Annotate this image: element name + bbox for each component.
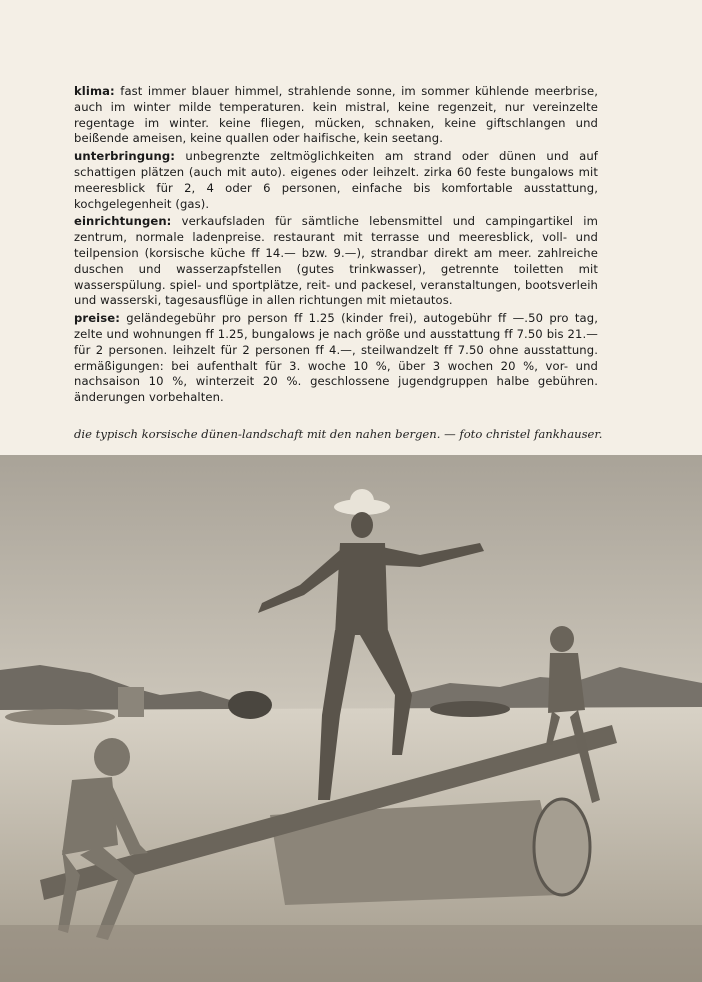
photo-dune-landscape	[0, 455, 702, 982]
section-heading: einrichtungen:	[74, 214, 172, 229]
hut	[118, 687, 144, 717]
photo-illustration	[0, 455, 702, 982]
section-heading: unterbringung:	[74, 149, 176, 164]
log-end	[534, 799, 590, 895]
section-unterbringung	[74, 149, 598, 212]
article-text	[74, 84, 598, 408]
section-body: geländegebühr pro person ff 1.25 (kinder frei), autogebühr ff —.50 pro tag, zelte und wohnungen ff 1.25, bungalows je nach größe und ausstattung ff 7.50 bis 21.— für 2 personen. leihzelt für 2 personen ff 4.—, steilwandzelt ff 7.50 ohne ausstattung. ermäßigungen: bei aufenthalt für 3. woche 10 %, über 3 wochen 20 %, vor- und nachsaison 10 %, winterzeit 20 %. geschlossene jugendgruppen halbe gebühren. änderungen vorbehalten.	[74, 311, 598, 405]
section-body: fast immer blauer himmel, strahlende sonne, im sommer kühlende meerbrise, auch im winter milde temperaturen. kein mistral, keine regenzeit, nur vereinzelte regentage im winter. keine fliegen, mücken, schnaken, keine giftschlangen und beißende ameisen, keine quallen oder haifische, kein seetang.	[74, 84, 598, 146]
shrub	[228, 691, 272, 719]
section-klima	[74, 84, 598, 147]
shrub	[430, 701, 510, 717]
section-preise	[74, 311, 598, 406]
photo-caption: die typisch korsische dünen-landschaft mit den nahen bergen. — foto christel fankhauser.	[74, 427, 603, 441]
section-heading: klima:	[74, 84, 115, 98]
foreground-sand	[0, 925, 702, 982]
section-body: unbegrenzte zeltmöglichkeiten am strand oder dünen und auf schattigen plätzen (auch mit auto). eigenes oder leihzelt. zirka 60 feste bungalows mit meeresblick für 2, 4 oder 6 personen, einfache bis komfortable ausstattung, kochgelegenheit (gas).	[74, 149, 598, 211]
section-heading: preise:	[74, 311, 120, 326]
section-body: verkaufsladen für sämtliche lebensmittel und campingartikel im zentrum, normale ladenpreise. restaurant mit terrasse und meeresblick, voll- und teilpension (korsische küche ff 14.— bzw. 9.—), strandbar direkt am meer. zahlreiche duschen und wasserzapfstellen (gutes trinkwasser), getrennte toiletten mit wasserspülung. spiel- und sportplätze, reit- und packesel, veranstaltungen, bootsverleih und wasserski, tagesausflüge in allen richtungen mit mietautos.	[74, 214, 598, 308]
section-einrichtungen	[74, 214, 598, 309]
shrub	[5, 709, 115, 725]
